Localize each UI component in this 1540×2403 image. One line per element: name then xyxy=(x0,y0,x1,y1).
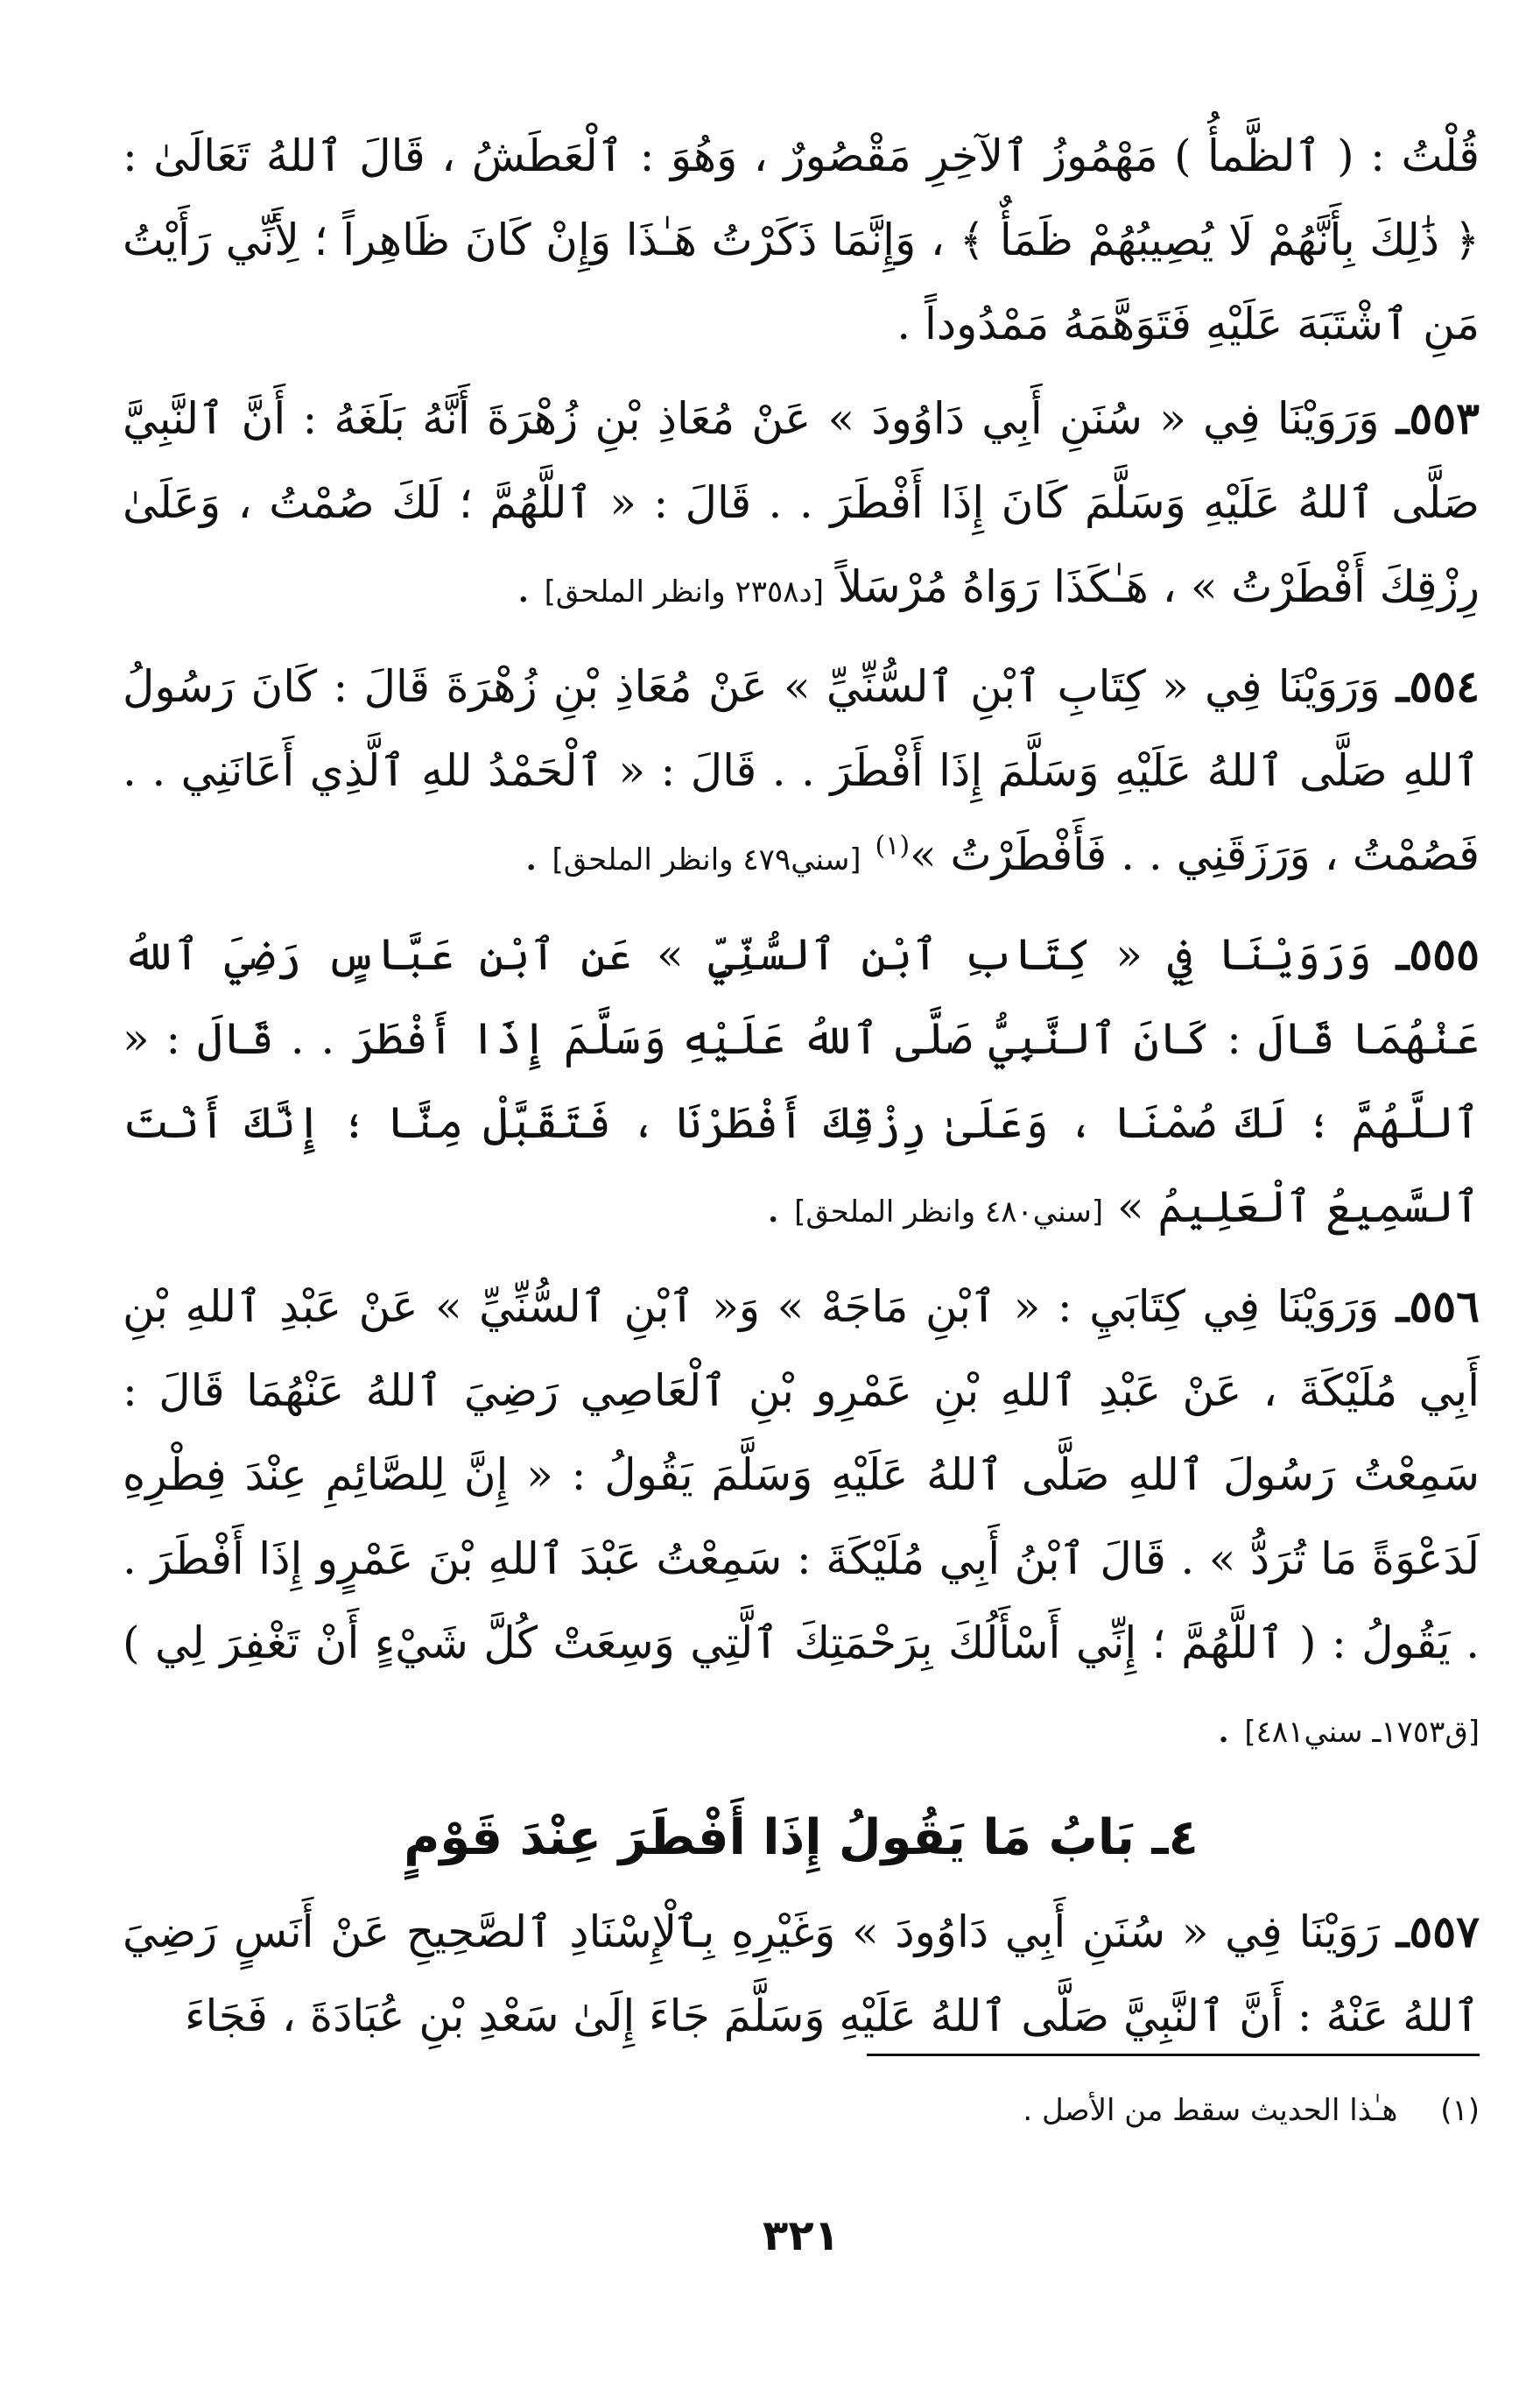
page-body xyxy=(123,114,1480,2321)
hadith-number: ٥٥٤ـ xyxy=(1396,660,1480,712)
source-reference: [سني٤٧٩ وانظر الملحق] xyxy=(552,842,861,877)
hadith-554 xyxy=(123,645,1480,902)
source-reference: [ق١٧٥٣ـ سني٤٨١] xyxy=(1244,1715,1480,1750)
chapter-heading: ٤ـ بَابُ مَا يَقُولُ إِذَا أَفْطَرَ عِنْدَ قَوْمٍ xyxy=(404,1809,1199,1866)
period: . xyxy=(516,561,545,612)
footnote-reference[interactable]: (١) xyxy=(875,830,911,862)
hadith-number: ٥٥٦ـ xyxy=(1396,1280,1480,1332)
period: . xyxy=(1216,1702,1245,1752)
source-reference: [سني٤٨٠ وانظر الملحق] xyxy=(794,1194,1104,1230)
footnote-text: هـٰذا الحديث سقط من الأصل . xyxy=(1023,2093,1398,2128)
paragraph-text: قُلْتُ : ( ٱلظَّمأُ ) مَهْمُوزُ ٱلآخِرِ مَقْصُورٌ ، وَهُوَ : ٱلْعَطَشُ ، قَالَ ٱللهُ تَعَالَىٰ : ﴿ ذَٰلِكَ بِأَنَّهُمْ لَا يُصِيبُهُمْ ظَمَأٌ ﴾ ، وَإِنَّمَا ذَكَرْتُ هَـٰذَا وَإِنْ كَانَ ظَاهِراً ؛ لِأَنِّي رَأَيْتُ مَنِ ٱشْتَبَهَ عَلَيْهِ فَتَوَهَّمَهُ مَمْدُوداً . xyxy=(123,130,1480,349)
period: . xyxy=(524,829,552,880)
source-reference: [د٢٣٥٨ وانظر الملحق] xyxy=(544,574,824,610)
hadith-555 xyxy=(123,913,1480,1254)
hadith-text: وَرَوَيْنَا فِي « كِتَابِ ٱبْنِ ٱلسُّنِّيِّ » عَنِ ٱبْنِ عَبَّاسٍ رَضِيَ ٱللهُ عَنْهُمَا قَالَ : كَانَ ٱلنَّبِيُّ صَلَّى ٱللهُ عَلَيْهِ وَسَلَّمَ إِذَا أَفْطَرَ . . قَالَ : « ٱللَّهُمَّ ؛ لَكَ صُمْنَا ، وَعَلَىٰ رِزْقِكَ أَفْطَرْنَا ، فَتَقَبَّلْ مِنَّا ؛ إِنَّكَ أَنْتَ ٱلسَّمِيعُ ٱلْعَلِيمُ » xyxy=(123,929,1480,1232)
hadith-text: وَرَوَيْنَا فِي كِتَابَيِ : « ٱبْنِ مَاجَهْ » وَ« ٱبْنِ ٱلسُّنِّيِّ » عَنْ عَبْدِ ٱللهِ بْنِ أَبِي مُلَيْكَةَ ، عَنْ عَبْدِ ٱللهِ بْنِ عَمْرِو بْنِ ٱلْعَاصِي رَضِيَ ٱللهُ عَنْهُمَا قَالَ : سَمِعْتُ رَسُولَ ٱللهِ صَلَّى ٱللهُ عَلَيْهِ وَسَلَّمَ يَقُولُ : « إِنَّ لِلصَّائِمِ عِنْدَ فِطْرِهِ لَدَعْوَةً مَا تُرَدُّ » . قَالَ ٱبْنُ أَبِي مُلَيْكَةَ : سَمِعْتُ عَبْدَ ٱللهِ بْنَ عَمْرٍو إِذَا أَفْطَرَ . . يَقُولُ : ( ٱللَّهُمَّ ؛ إِنِّي أَسْأَلُكَ بِرَحْمَتِكَ ٱلَّتِي وَسِعَتْ كُلَّ شَيْءٍ أَنْ تَغْفِرَ لِي ) xyxy=(123,1281,1480,1668)
hadith-number: ٥٥٥ـ xyxy=(1396,928,1480,980)
hadith-number: ٥٥٧ـ xyxy=(1396,1906,1480,1957)
hadith-number: ٥٥٣ـ xyxy=(1396,392,1480,444)
footnote xyxy=(123,2084,1480,2137)
hadith-557 xyxy=(123,1890,1480,2058)
hadith-553 xyxy=(123,377,1480,634)
period: . xyxy=(766,1181,795,1232)
hadith-text: وَرَوَيْنَا فِي « كِتَابِ ٱبْنِ ٱلسُّنِّيِّ » عَنْ مُعَاذِ بْنِ زُهْرَةَ قَالَ : كَانَ رَسُولُ ٱللهِ صَلَّى ٱللهُ عَلَيْهِ وَسَلَّمَ إِذَا أَفْطَرَ . . قَالَ : « ٱلْحَمْدُ للهِ ٱلَّذِي أَعَانَنِي . . فَصُمْتُ ، وَرَزَقَنِي . . فَأَفْطَرْتُ » xyxy=(123,661,1480,880)
footnote-divider xyxy=(867,2054,1480,2056)
page-number: ٣٢١ xyxy=(763,2211,840,2260)
paragraph-note xyxy=(123,114,1480,366)
hadith-text: رَوَيْنَا فِي « سُنَنِ أَبِي دَاوُودَ » وَغَيْرِهِ بِٱلْإِسْنَادِ ٱلصَّحِيحِ عَنْ أَنَسٍ رَضِيَ ٱللهُ عَنْهُ : أَنَّ ٱلنَّبِيَّ صَلَّى ٱللهُ عَلَيْهِ وَسَلَّمَ جَاءَ إِلَىٰ سَعْدِ بْنِ عُبَادَةَ ، فَجَاءَ xyxy=(123,1906,1480,2041)
hadith-556 xyxy=(123,1265,1480,1774)
footnote-mark: (١) xyxy=(1440,2093,1480,2128)
hadith-text: وَرَوَيْنَا فِي « سُنَنِ أَبِي دَاوُودَ » عَنْ مُعَاذِ بْنِ زُهْرَةَ أَنَّهُ بَلَغَهُ : أَنَّ ٱلنَّبِيَّ صَلَّى ٱللهُ عَلَيْهِ وَسَلَّمَ كَانَ إِذَا أَفْطَرَ . . قَالَ : « ٱللَّهُمَّ ؛ لَكَ صُمْتُ ، وَعَلَىٰ رِزْقِكَ أَفْطَرْتُ » ، هَـٰكَذَا رَوَاهُ مُرْسَلاً xyxy=(123,393,1480,612)
